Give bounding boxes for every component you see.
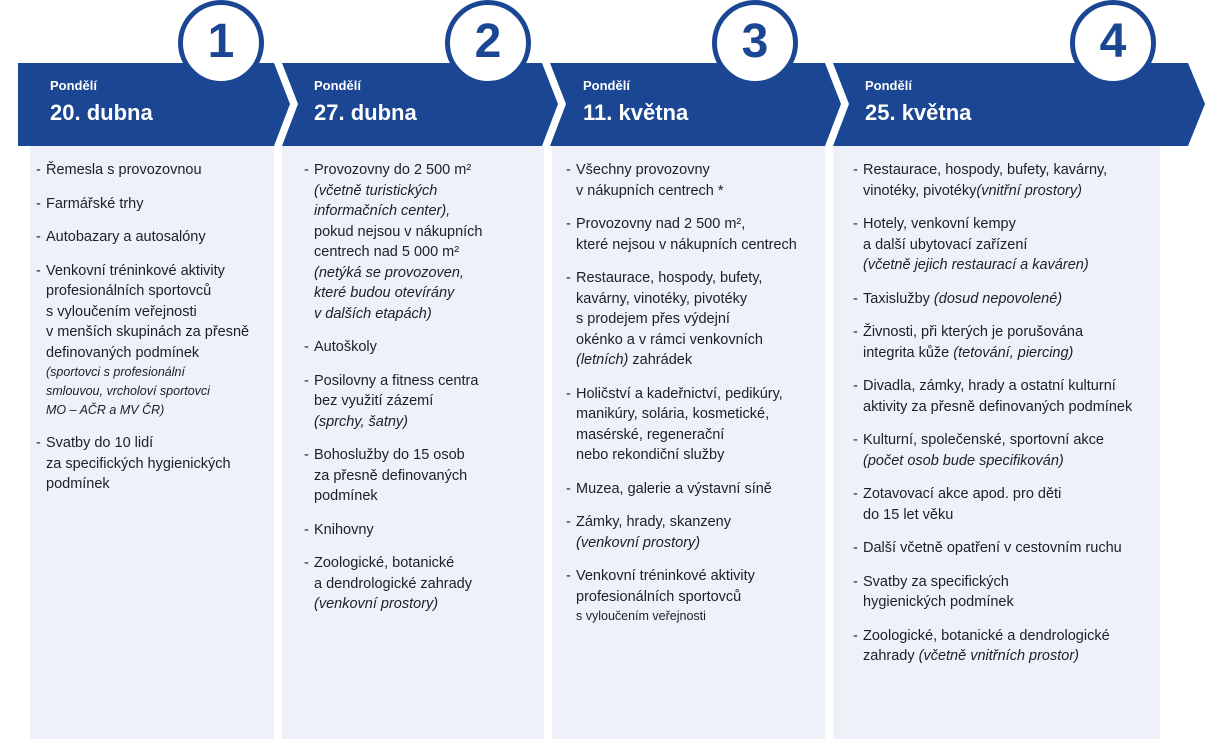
list-item xyxy=(36,261,268,421)
phase-day: Pondělí xyxy=(583,78,630,93)
item-line: (počet osob bude specifikován) xyxy=(863,452,1064,469)
item-line: podmínek xyxy=(46,476,110,492)
item-line: MO – AČR a MV ČR) xyxy=(46,403,165,417)
item-line: - Muzea, galerie a výstavní síně xyxy=(576,480,772,497)
item-line: profesionálních sportovců xyxy=(576,588,742,605)
item-line: - Kulturní, společenské, sportovní akce xyxy=(863,432,1104,448)
list-item xyxy=(853,160,1154,201)
phase-date: 20. dubna xyxy=(50,100,153,125)
list-item xyxy=(304,160,538,324)
phase-header-3 xyxy=(583,78,688,128)
item-line: manikúry, solária, kosmetické, xyxy=(576,406,770,422)
item-line: - Zotavovací akce apod. pro děti xyxy=(863,486,1062,502)
list-item xyxy=(304,445,538,507)
item-line: v menších skupinách za přesně xyxy=(46,324,250,340)
item-line: - Knihovny xyxy=(314,521,374,538)
item-line: - Zámky, hrady, skanzeny xyxy=(576,514,731,530)
item-line: - Všechny provozovny xyxy=(576,162,710,178)
list-item xyxy=(566,160,819,201)
list-item xyxy=(36,227,268,248)
phase-number-4: 4 xyxy=(1070,0,1156,86)
item-line: - Provozovny nad 2 500 m², xyxy=(576,216,746,232)
item-text: (letních) xyxy=(576,352,629,368)
item-line: okénko a v rámci venkovních xyxy=(576,331,763,348)
item-line xyxy=(863,289,1154,310)
item-line: nebo rekondiční služby xyxy=(576,447,725,463)
item-line: - Posilovny a fitness centra xyxy=(314,372,479,389)
item-line: smlouvou, vrcholoví sportovci xyxy=(46,384,210,398)
list-item xyxy=(304,553,538,615)
item-text: zahrádek xyxy=(628,352,693,368)
list-item xyxy=(566,479,819,500)
list-item xyxy=(36,433,268,495)
list-item xyxy=(853,289,1154,310)
list-item xyxy=(566,214,819,255)
phase-header-2 xyxy=(314,78,417,128)
item-line: - Hotely, venkovní kempy xyxy=(863,216,1016,232)
item-line: - Živnosti, při kterých je porušována xyxy=(863,324,1084,340)
item-line xyxy=(863,181,1154,202)
list-item xyxy=(566,566,819,626)
phase-4-list xyxy=(833,146,1160,739)
item-line: informačních center), xyxy=(314,203,451,219)
item-line: - Holičství a kadeřnictví, pedikúry, xyxy=(576,385,783,402)
list-item xyxy=(566,512,819,553)
item-line: - Další včetně opatření v cestovním ruchu xyxy=(863,540,1122,556)
item-line: - Venkovní tréninkové aktivity xyxy=(576,568,755,584)
list-item xyxy=(853,626,1154,667)
item-line: centrech nad 5 000 m² xyxy=(314,244,460,260)
item-line: kavárny, vinotéky, pivotéky xyxy=(576,290,748,307)
item-text: zahrady xyxy=(863,648,919,664)
item-line: v dalších etapách) xyxy=(314,305,432,322)
item-line: (sportovci s profesionální xyxy=(46,365,185,379)
item-line: pokud nejsou v nákupních xyxy=(314,223,483,240)
list-item xyxy=(853,214,1154,276)
item-line: - Řemesla s provozovnou xyxy=(46,162,202,178)
list-item xyxy=(853,572,1154,613)
phase-number-2: 2 xyxy=(445,0,531,86)
list-item xyxy=(853,430,1154,471)
item-line: v nákupních centrech * xyxy=(576,182,724,199)
item-line: profesionálních sportovců xyxy=(46,283,212,299)
item-line: masérské, regenerační xyxy=(576,426,725,443)
item-text: (vnitřní prostory) xyxy=(976,182,1082,199)
item-line: s prodejem přes výdejní xyxy=(576,311,730,327)
list-item xyxy=(36,194,268,215)
item-line: definovaných podmínek xyxy=(46,344,200,361)
phase-3-list xyxy=(552,146,825,739)
item-line: které budou otevírány xyxy=(314,285,455,301)
list-item xyxy=(853,376,1154,417)
list-item xyxy=(304,371,538,433)
item-line: - Zoologické, botanické xyxy=(314,555,455,571)
item-line: (včetně jejich restaurací a kaváren) xyxy=(863,257,1089,273)
list-item xyxy=(304,337,538,358)
item-line: do 15 let věku xyxy=(863,506,954,523)
list-item xyxy=(853,484,1154,525)
phase-number-3: 3 xyxy=(712,0,798,86)
list-item xyxy=(304,520,538,541)
item-text: (včetně vnitřních prostor) xyxy=(918,648,1079,664)
phase-date: 27. dubna xyxy=(314,100,417,125)
item-line: s vyloučením veřejnosti xyxy=(46,303,197,320)
item-line: - Autobazary a autosalóny xyxy=(46,229,206,245)
item-line: a dendrologické zahrady xyxy=(314,575,472,592)
phase-header-1 xyxy=(50,78,153,128)
list-item xyxy=(853,538,1154,559)
phase-date: 11. května xyxy=(583,100,689,125)
item-line xyxy=(863,343,1154,364)
item-line: - Venkovní tréninkové aktivity xyxy=(46,262,225,279)
item-line xyxy=(863,646,1154,667)
item-line: - Svatby do 10 lidí xyxy=(46,435,154,451)
item-line: - Bohoslužby do 15 osob xyxy=(314,447,465,463)
phase-day: Pondělí xyxy=(865,78,912,93)
phase-header-4 xyxy=(865,78,971,128)
item-line: (venkovní prostory) xyxy=(576,534,701,551)
phase-day: Pondělí xyxy=(50,78,97,93)
item-line: hygienických podmínek xyxy=(863,594,1014,610)
item-text: (dosud nepovolené) xyxy=(933,290,1063,307)
phase-1-list xyxy=(30,146,274,739)
item-line: - Autoškoly xyxy=(314,339,377,355)
phase-date: 25. května xyxy=(865,100,972,125)
item-line: které nejsou v nákupních centrech xyxy=(576,236,797,253)
item-line: podmínek xyxy=(314,488,378,504)
item-line: za specifických hygienických xyxy=(46,455,231,472)
item-line: za přesně definovaných xyxy=(314,467,468,484)
item-text: (tetování, piercing) xyxy=(953,344,1074,361)
item-text: vinotéky, pivotéky xyxy=(863,182,977,199)
item-line: (netýká se provozoven, xyxy=(314,264,464,281)
item-text: integrita kůže xyxy=(863,344,954,361)
item-line: aktivity za přesně definovaných podmínek xyxy=(863,398,1133,415)
item-line: - Restaurace, hospody, bufety, xyxy=(576,270,763,286)
item-line: - Provozovny do 2 500 m² xyxy=(314,162,472,178)
item-line: (venkovní prostory) xyxy=(314,596,439,612)
item-line: bez využití zázemí xyxy=(314,393,434,409)
item-line: - Farmářské trhy xyxy=(46,195,144,212)
list-item xyxy=(36,160,268,181)
item-line: s vyloučením veřejnosti xyxy=(576,609,706,623)
item-line: a další ubytovací zařízení xyxy=(863,236,1028,253)
phase-2-list xyxy=(282,146,544,739)
item-line: (včetně turistických xyxy=(314,182,438,199)
item-line: (sprchy, šatny) xyxy=(314,413,409,430)
list-item xyxy=(566,384,819,466)
phase-number-1: 1 xyxy=(178,0,264,86)
item-line: - Restaurace, hospody, bufety, kavárny, xyxy=(863,162,1108,178)
item-line xyxy=(576,350,819,371)
list-item xyxy=(853,322,1154,363)
phase-day: Pondělí xyxy=(314,78,361,93)
item-text: Taxislužby xyxy=(863,290,934,307)
list-item xyxy=(566,268,819,371)
item-line: - Zoologické, botanické a dendrologické xyxy=(863,627,1110,644)
item-line: - Svatby za specifických xyxy=(863,573,1009,590)
item-line: - Divadla, zámky, hrady a ostatní kulturní xyxy=(863,378,1116,394)
